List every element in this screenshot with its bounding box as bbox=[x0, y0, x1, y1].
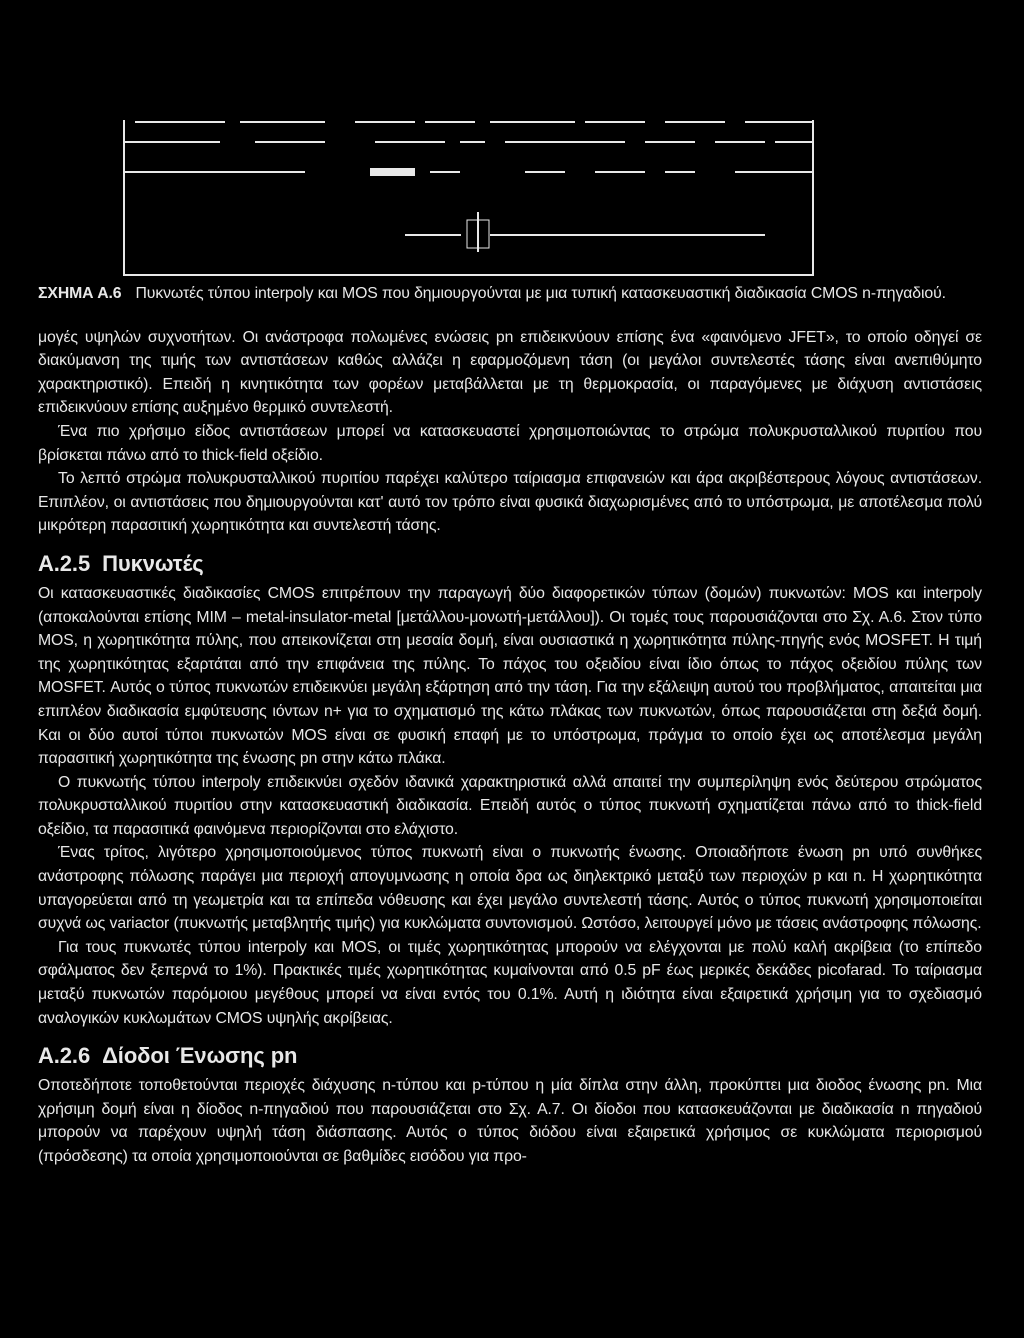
figure-cross-section bbox=[123, 120, 814, 276]
paragraph: Ένα πιο χρήσιμο είδος αντιστάσεων μπορεί να κατασκευαστεί χρησιμοποιώντας το στρώμα πολυκρυσταλλικού πυριτίου που βρίσκεται πάνω από το thick-field οξείδιο. bbox=[38, 422, 982, 464]
section-heading bbox=[38, 550, 982, 578]
section-capacitors bbox=[38, 550, 982, 1030]
figure-caption-text: Πυκνωτές τύπου interpoly και MOS που δημιουργούνται με μια τυπική κατασκευαστική διαδικασία CMOS n-πηγαδιού. bbox=[135, 285, 946, 302]
cross-section-drawing bbox=[125, 120, 812, 274]
paragraph: Ο πυκνωτής τύπου interpoly επιδεικνύει σχεδόν ιδανικά χαρακτηριστικά αλλά απαιτεί την συμπερίληψη ενός δεύτερου στρώματος πολυκρυσταλλικού πυριτίου στην κατασκευαστική διαδικασία. Επειδή αυτός ο τύπος πυκνωτή σχηματίζεται πάνω από το thick-field οξείδιο, τα παρασιτικά φαινόμενα περιορίζονται στο ελάχιστο. bbox=[38, 773, 982, 838]
figure-caption-label: ΣΧΗΜΑ Α.6 bbox=[38, 285, 122, 302]
paragraph: μογές υψηλών συχνοτήτων. Οι ανάστροφα πολωμένες ενώσεις pn επιδεικνύουν επίσης ένα «φαινόμενο JFET», το οποίο οδηγεί σε διακύμανση της τιμής των αντιστάσεων καθώς αλλάζει η εφαρμοζόμενη τάση (οι μεγάλοι συντελεστές τάσης είναι ανεπιθύμητο χαρακτηριστικό). Επειδή η κινητικότητα των φορέων μεταβάλλεται με τη θερμοκρασία, οι παραγόμενες με διάχυση αντιστάσεις επιδεικνύουν επίσης αυξημένο θερμικό συντελεστή. bbox=[38, 328, 982, 417]
paragraph: Για τους πυκνωτές τύπου interpoly και MOS, οι τιμές χωρητικότητας μπορούν να ελέγχονται με πολύ καλή ακρίβεια (το επίπεδο σφάλματος δεν ξεπερνά το 1%). Πρακτικές τιμές χωρητικότητας κυμαίνονται από 0.5 pF έως μερικές δεκάδες picofarad. Το ταίριασμα μεταξύ πυκνωτών παρόμοιου μεγέθους μπορεί να είναι εντός του 0.1%. Αυτή η ιδιότητα είναι εξαιρετικά χρήσιμη για το σχεδιασμό αναλογικών κυκλωμάτων CMOS υψηλής ακρίβειας. bbox=[38, 938, 982, 1027]
paragraph: Ένας τρίτος, λιγότερο χρησιμοποιούμενος τύπος πυκνωτή είναι ο πυκνωτής ένωσης. Οποιαδήποτε ένωση pn υπό συνθήκες ανάστροφης πόλωσης παράγει μια περιοχή απογυμνωσης η οποία δρα ως διηλεκτρικό μεταξύ των περιοχών p και n. Η χωρητικότητα υπαγορεύεται από τη γεωμετρία και τα επίπεδα νόθευσης και έχει μεγάλο συντελεστή τάσης. Αυτός ο τύπος πυκνωτή χρησιμοποιείται συχνά ως variactor (πυκνωτής μεταβλητής τιμής) για κυκλώματα συντονισμού. Ωστόσο, λειτουργεί μόνο με τάσεις ανάστροφης πόλωσης. bbox=[38, 844, 982, 933]
section-heading bbox=[38, 1042, 982, 1070]
section-pn-diodes bbox=[38, 1042, 982, 1168]
section-number: Α.2.6 bbox=[38, 1043, 91, 1069]
paragraph: Οι κατασκευαστικές διαδικασίες CMOS επιτρέπουν την παραγωγή δύο διαφορετικών τύπων (δομών) πυκνωτών: MOS και interpoly (αποκαλούνται επίσης MIM – metal-insulator-metal [μετάλλου-μονωτή-μετάλλου]). Οι τομές τους παρουσιάζονται στο Σχ. Α.6. Στον τύπο MOS, η χωρητικότητα πύλης, που απεικονίζεται στη μεσαία δομή, είναι ουσιαστικά η χωρητικότητα πύλης-πηγής ενός MOSFET. Η τιμή της χωρητικότητας εξαρτάται από την επιφάνεια της πύλης. Το πάχος του οξειδίου είναι ίδιο όπως το πάχος οξειδίου πύλης των MOSFET. Αυτός ο τύπος πυκνωτών επιδεικνύει μεγάλη εξάρτηση από την τάση. Για την εξάλειψη αυτού του προβλήματος, απαιτείται μια επιπλέον διαδικασία εμφύτευσης ιόντων n+ για το σχηματισμό της κάτω πλάκας των πυκνωτών, όπως παρουσιάζεται στη δεξιά δομή. Και οι δύο αυτοί τύποι πυκνωτών MOS είναι σε φυσική επαφή με το υπόστρωμα, πράγμα το οποίο έχει ως αποτέλεσμα μεγάλη παρασιτική χωρητικότητα της ένωσης pn στην κάτω πλάκα. bbox=[38, 584, 982, 768]
section-title: Δίοδοι Ένωσης pn bbox=[102, 1043, 298, 1069]
paragraph: Το λεπτό στρώμα πολυκρυσταλλικού πυριτίου παρέχει καλύτερο ταίριασμα επιφανειών και άρα ακριβέστερους λόγους αντιστάσεων. Επιπλέον, οι αντιστάσεις που δημιουργούνται κατ' αυτό τον τρόπο είναι φυσικά διαχωρισμένες από το υπόστρωμα, με αποτέλεσμα πολύ μικρότερη παρασιτική χωρητικότητα και συντελεστή τάσης. bbox=[38, 470, 982, 535]
section-title: Πυκνωτές bbox=[102, 550, 204, 576]
figure-caption bbox=[38, 282, 982, 306]
section-number: Α.2.5 bbox=[38, 550, 91, 576]
paragraph: Οποτεδήποτε τοποθετούνται περιοχές διάχυσης n-τύπου και p-τύπου η μία δίπλα στην άλλη, προκύπτει μια διοδος ένωσης pn. Μια χρήσιμη δομή είναι η δίοδος n-πηγαδιού που παρουσιάζεται στο Σχ. Α.7. Οι δίοδοι που κατασκευάζονται με διαδικασία n πηγαδιού μπορούν να παρέχουν υψηλή τάση διάσπασης. Αυτός ο τύπος διόδου είναι εξαιρετικά χρήσιμος σε κυκλώματα περιορισμού (πρόσδεσης) τα οποία χρησιμοποιούνται σε βαθμίδες εισόδου για προ- bbox=[38, 1077, 982, 1165]
page-body bbox=[38, 282, 982, 1169]
